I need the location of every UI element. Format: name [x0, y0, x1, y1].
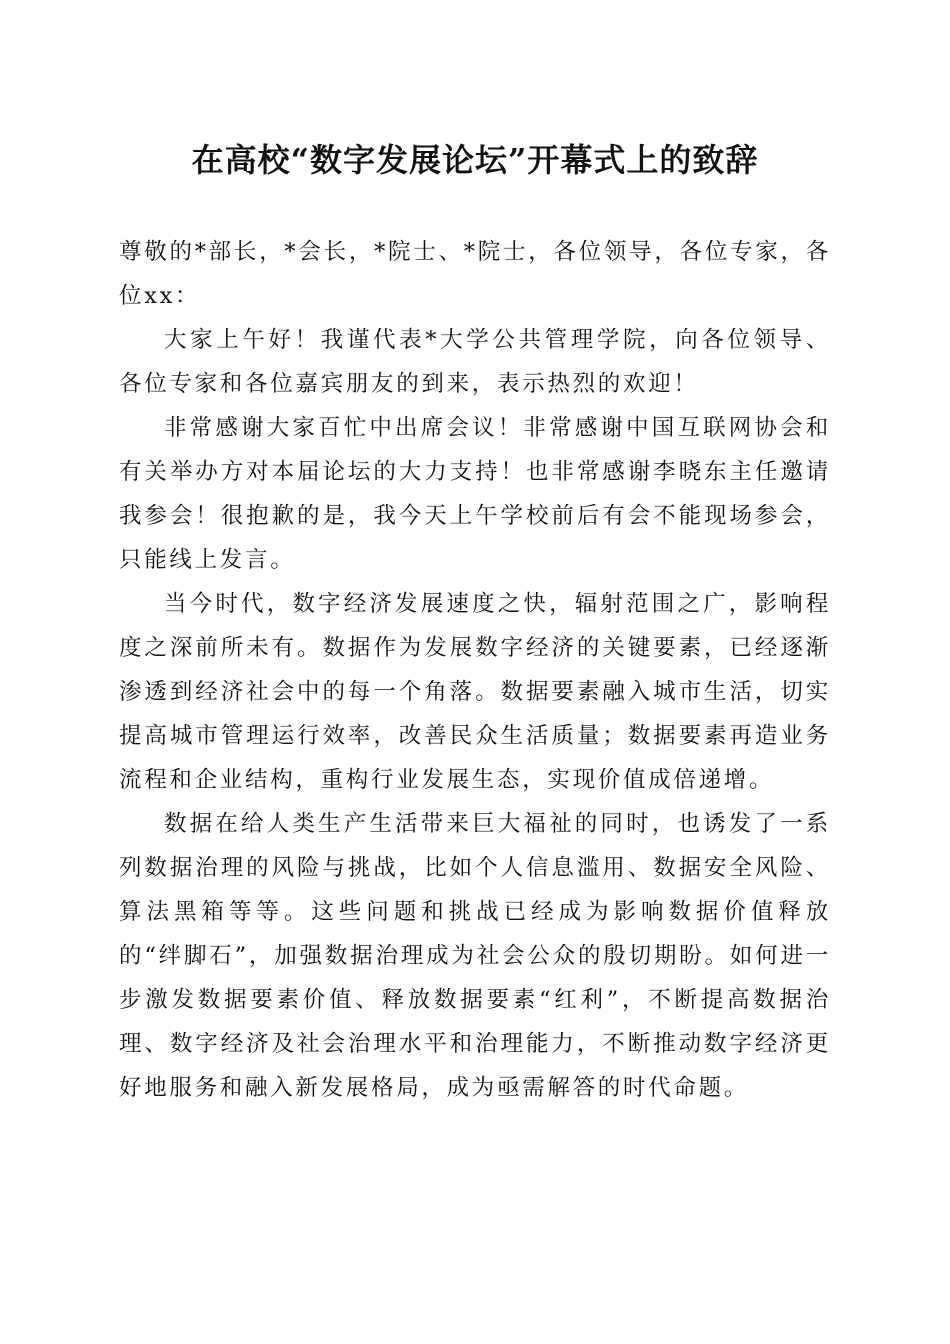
- paragraph-thanks: 非常感谢大家百忙中出席会议！非常感谢中国互联网协会和有关举办方对本届论坛的大力支持！也非常感谢李晓东主任邀请我参会！很抱歉的是，我今天上午学校前后有会不能现场参会，只能线上发言。: [119, 415, 831, 573]
- document-title: 在高校“数字发展论坛”开幕式上的致辞: [191, 141, 759, 179]
- paragraph-greeting: 大家上午好！我谨代表*大学公共管理学院，向各位领导、各位专家和各位嘉宾朋友的到来，表示热烈的欢迎！: [119, 327, 831, 397]
- paragraph-data-governance: 数据在给人类生产生活带来巨大福祉的同时，也诱发了一系列数据治理的风险与挑战，比如个人信息滥用、数据安全风险、算法黑箱等等。这些问题和挑战已经成为影响数据价值释放的“绊脚石”，加强数据治理成为社会公众的殷切期盼。如何进一步激发数据要素价值、释放数据要素“红利”，不断提高数据治理、数字经济及社会治理水平和治理能力，不断推动数字经济更好地服务和融入新发展格局，成为亟需解答的时代命题。: [119, 811, 831, 1101]
- paragraph-digital-economy: 当今时代，数字经济发展速度之快，辐射范围之广，影响程度之深前所未有。数据作为发展数字经济的关键要素，已经逐渐渗透到经济社会中的每一个角落。数据要素融入城市生活，切实提高城市管理运行效率，改善民众生活质量；数据要素再造业务流程和企业结构，重构行业发展生态，实现价值成倍递增。: [119, 591, 831, 793]
- document-body: [119, 230, 831, 1110]
- salutation: 尊敬的*部长，*会长，*院士、*院士，各位领导，各位专家，各位xx：: [119, 239, 831, 309]
